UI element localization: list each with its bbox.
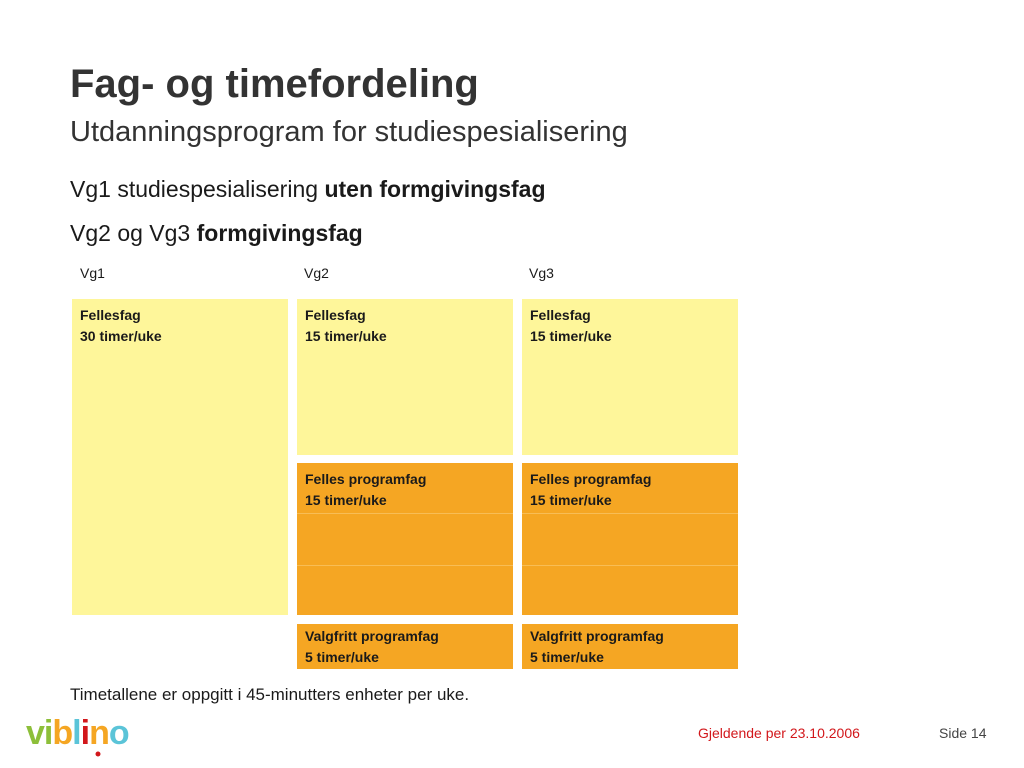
block-hours: 15 timer/uke (530, 492, 612, 508)
description-line-vg1 (70, 176, 546, 203)
block-hours: 15 timer/uke (305, 328, 387, 344)
slide-subtitle: Utdanningsprogram for studiespesialisering (70, 116, 628, 148)
description-text: Vg2 og Vg3 (70, 220, 197, 246)
block-subject: Felles programfag (305, 471, 427, 487)
block-subject: Fellesfag (80, 307, 141, 323)
block-divider (297, 513, 513, 514)
viblino-logo (26, 708, 138, 758)
footer-date: Gjeldende per 23.10.2006 (698, 725, 860, 741)
block-subject: Felles programfag (530, 471, 652, 487)
block-hours: 5 timer/uke (530, 649, 604, 665)
vg2-felles-programfag-block (297, 463, 513, 615)
description-emphasis: uten formgivingsfag (324, 176, 546, 202)
description-text: Vg1 studiespesialisering (70, 176, 325, 202)
block-divider (522, 565, 738, 566)
block-subject: Fellesfag (530, 307, 591, 323)
block-subject: Valgfritt programfag (305, 628, 439, 644)
block-hours: 15 timer/uke (305, 492, 387, 508)
block-hours: 15 timer/uke (530, 328, 612, 344)
block-divider (522, 513, 738, 514)
column-header-vg1: Vg1 (80, 265, 105, 281)
block-subject: Valgfritt programfag (530, 628, 664, 644)
svg-text:viblino: viblino (26, 714, 129, 752)
block-divider (297, 565, 513, 566)
vg2-fellesfag-block (297, 299, 513, 455)
block-hours: 5 timer/uke (305, 649, 379, 665)
vg2-valgfritt-programfag-block (297, 624, 513, 669)
block-subject: Fellesfag (305, 307, 366, 323)
page-number: Side 14 (939, 725, 987, 741)
slide-title: Fag- og timefordeling (70, 62, 479, 106)
vg3-felles-programfag-block (522, 463, 738, 615)
footnote: Timetallene er oppgitt i 45-minutters enheter per uke. (70, 685, 470, 704)
description-emphasis: formgivingsfag (196, 220, 363, 246)
block-hours: 30 timer/uke (80, 328, 162, 344)
vg3-fellesfag-block (522, 299, 738, 455)
description-line-vg2-vg3 (70, 220, 363, 247)
vg1-fellesfag-block (72, 299, 288, 615)
column-header-vg3: Vg3 (529, 265, 554, 281)
column-header-vg2: Vg2 (304, 265, 329, 281)
vg3-valgfritt-programfag-block (522, 624, 738, 669)
